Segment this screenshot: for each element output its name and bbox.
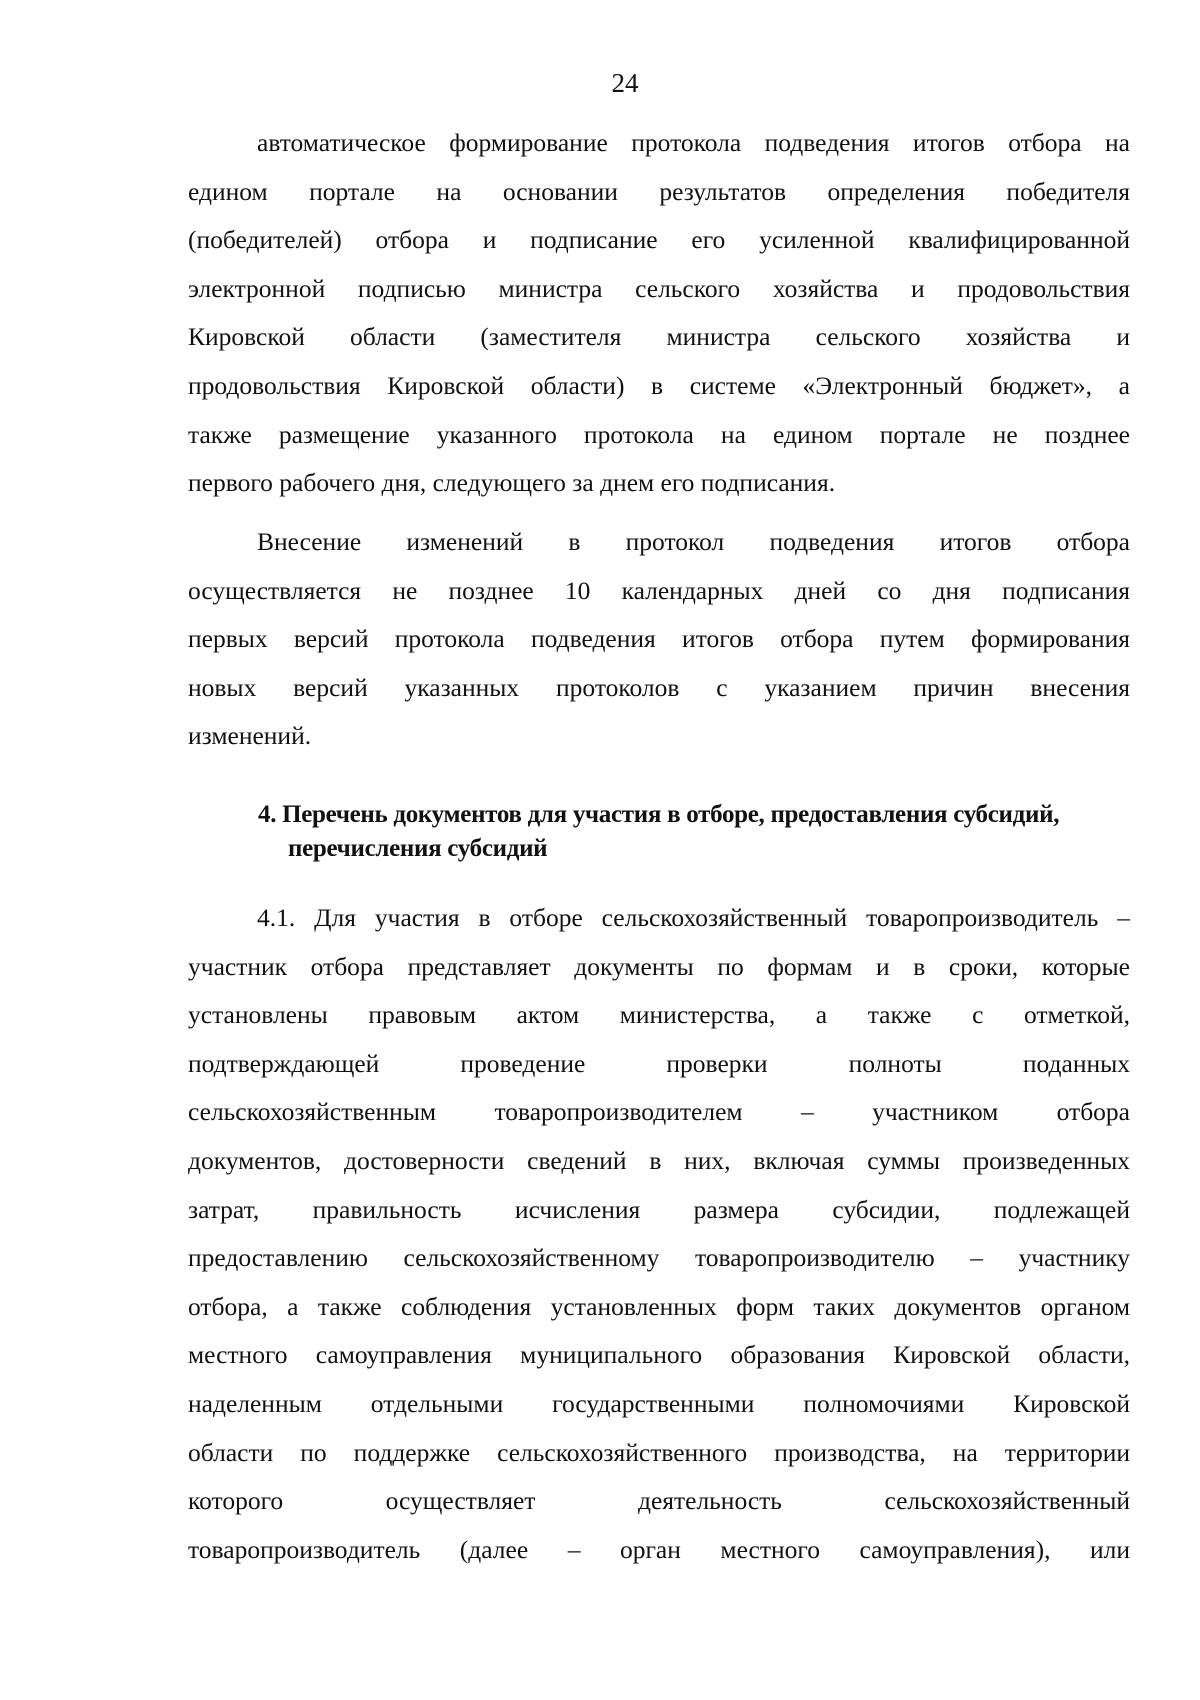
paragraph-line: отбора, а также соблюдения установленных форм таких документов органом bbox=[188, 1291, 1130, 1321]
paragraph-line: установлены правовым актом министерства, а также с отметкой, bbox=[188, 1000, 1130, 1030]
paragraph-protocol-changes bbox=[188, 518, 1130, 761]
paragraph-line: электронной подписью министра сельского хозяйства и продовольствия bbox=[188, 273, 1130, 303]
paragraph-section-4-1 bbox=[188, 894, 1130, 1574]
paragraph-line: (победителей) отбора и подписание его усиленной квалифицированной bbox=[188, 225, 1130, 255]
paragraph-line: участник отбора представляет документы по формам и в сроки, которые bbox=[188, 951, 1130, 981]
paragraph-line: подтверждающей проведение проверки полноты поданных bbox=[188, 1048, 1130, 1078]
paragraph-line: которого осуществляет деятельность сельскохозяйственный bbox=[188, 1486, 1130, 1516]
paragraph-line: новых версий указанных протоколов с указанием причин внесения bbox=[188, 672, 1130, 702]
paragraph-line: продовольствия Кировской области) в системе «Электронный бюджет», а bbox=[188, 370, 1130, 400]
paragraph-protocol-formation bbox=[188, 119, 1130, 508]
paragraph-line: предоставлению сельскохозяйственному товаропроизводителю – участнику bbox=[188, 1243, 1130, 1273]
section-heading bbox=[258, 798, 1138, 866]
paragraph-line: сельскохозяйственным товаропроизводителем – участником отбора bbox=[188, 1097, 1130, 1127]
paragraph-line: осуществляется не позднее 10 календарных дней со дня подписания bbox=[188, 575, 1130, 605]
paragraph-line: автоматическое формирование протокола подведения итогов отбора на bbox=[257, 128, 1130, 157]
paragraph-line: 4.1. Для участия в отборе сельскохозяйственный товаропроизводитель – bbox=[257, 903, 1130, 932]
page-number: 24 bbox=[611, 68, 639, 98]
paragraph-line: местного самоуправления муниципального образования Кировской области, bbox=[188, 1340, 1130, 1370]
paragraph-line: первых версий протокола подведения итогов отбора путем формирования bbox=[188, 624, 1130, 654]
paragraph-line: области по поддержке сельскохозяйственного производства, на территории bbox=[188, 1437, 1130, 1467]
paragraph-line: едином портале на основании результатов определения победителя bbox=[188, 176, 1130, 206]
section-heading-line: перечисления субсидий bbox=[288, 835, 548, 862]
paragraph-line: Кировской области (заместителя министра сельского хозяйства и bbox=[188, 322, 1130, 352]
paragraph-line: затрат, правильность исчисления размера субсидии, подлежащей bbox=[188, 1194, 1130, 1224]
paragraph-line: также размещение указанного протокола на едином портале не позднее bbox=[188, 419, 1130, 449]
paragraph-line: наделенным отдельными государственными полномочиями Кировской bbox=[188, 1388, 1130, 1418]
paragraph-line: первого рабочего дня, следующего за днем его подписания. bbox=[188, 468, 836, 498]
paragraph-line: Внесение изменений в протокол подведения итогов отбора bbox=[257, 527, 1130, 556]
paragraph-line: товаропроизводитель (далее – орган местного самоуправления), или bbox=[188, 1534, 1130, 1564]
paragraph-line: изменений. bbox=[188, 721, 312, 751]
paragraph-line: документов, достоверности сведений в них, включая суммы произведенных bbox=[188, 1145, 1130, 1175]
section-heading-line: 4. Перечень документов для участия в отборе, предоставления субсидий, bbox=[258, 801, 1060, 828]
